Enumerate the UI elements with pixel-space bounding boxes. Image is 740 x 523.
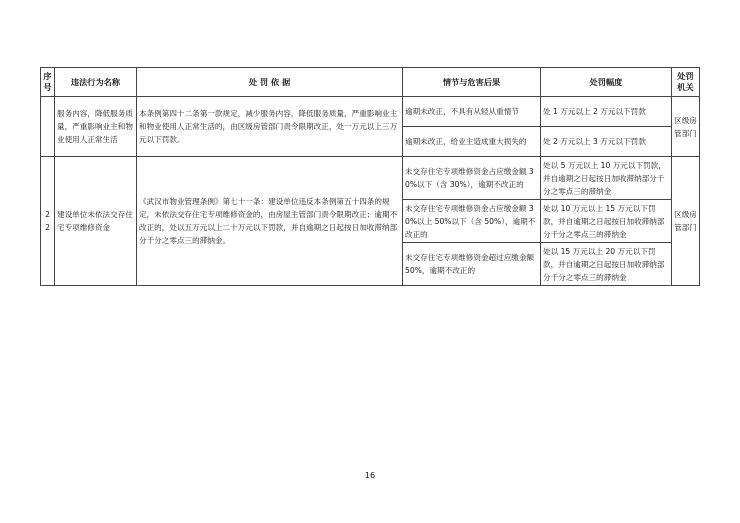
violation-cell: 建设单位未依法交存住宅专项维修资金 <box>55 157 137 286</box>
table-row <box>41 97 700 127</box>
range-cell: 处 2 万元以上 3 万元以下罚款 <box>541 127 672 157</box>
circumstance-cell: 未交存住宅专项维修资金占应缴金额 30%以上 50%以下（含 50%），逾期不改正的 <box>403 200 541 243</box>
range-cell: 处 1 万元以上 2 万元以下罚款 <box>541 97 672 127</box>
seq-cell: 22 <box>41 157 55 286</box>
violation-cell: 服务内容，降低服务质量，严重影响业主和物业使用人正常生活 <box>55 97 137 157</box>
authority-cell: 区级房管部门 <box>672 157 700 286</box>
header-authority: 处罚机关 <box>672 68 700 97</box>
circumstance-cell: 逾期未改正，不具有从轻从重情节 <box>403 97 541 127</box>
header-violation: 违法行为名称 <box>55 68 137 97</box>
table-row <box>41 157 700 200</box>
penalty-table <box>40 67 700 286</box>
header-seq: 序号 <box>41 68 55 97</box>
circumstance-cell: 逾期未改正，给业主造成重大损失的 <box>403 127 541 157</box>
header-circumstance: 情节与危害后果 <box>403 68 541 97</box>
authority-cell: 区级房管部门 <box>672 97 700 157</box>
basis-cell: 《武汉市物业管理条例》第七十一条：建设单位违反本条例第五十四条的规定，未依法交存住宅专项维修资金的，由房屋主管部门责令限期改正；逾期不改正的，处以五万元以上二十万元以下罚款，并自逾期之日起按日加收滞纳部分千分之零点三的滞纳金。 <box>137 157 403 286</box>
circumstance-cell: 未交存住宅专项维修资金占应缴金额 30%以下（含 30%），逾期不改正的 <box>403 157 541 200</box>
header-range: 处罚幅度 <box>541 68 672 97</box>
circumstance-cell: 未交存住宅专项维修资金超过应缴金额 50%，逾期不改正的 <box>403 243 541 286</box>
range-cell: 处以 10 万元以上 15 万元以下罚款，并自逾期之日起按日加收滞纳部分千分之零点三的滞纳金 <box>541 200 672 243</box>
range-cell: 处以 15 万元以上 20 万元以下罚款，并自逾期之日起按日加收滞纳部分千分之零点三的滞纳金 <box>541 243 672 286</box>
range-cell: 处以 5 万元以上 10 万元以下罚款，并自逾期之日起按日加收滞纳部分千分之零点三的滞纳金 <box>541 157 672 200</box>
seq-cell <box>41 97 55 157</box>
basis-cell: 本条例第四十二条第一款规定，减少服务内容，降低服务质量，严重影响业主和物业使用人正常生活的，由区级房管部门责令限期改正，处一万元以上三万元以下罚款。 <box>137 97 403 157</box>
header-basis: 处 罚 依 据 <box>137 68 403 97</box>
page-number: 16 <box>364 471 376 480</box>
table-header-row <box>41 68 700 97</box>
